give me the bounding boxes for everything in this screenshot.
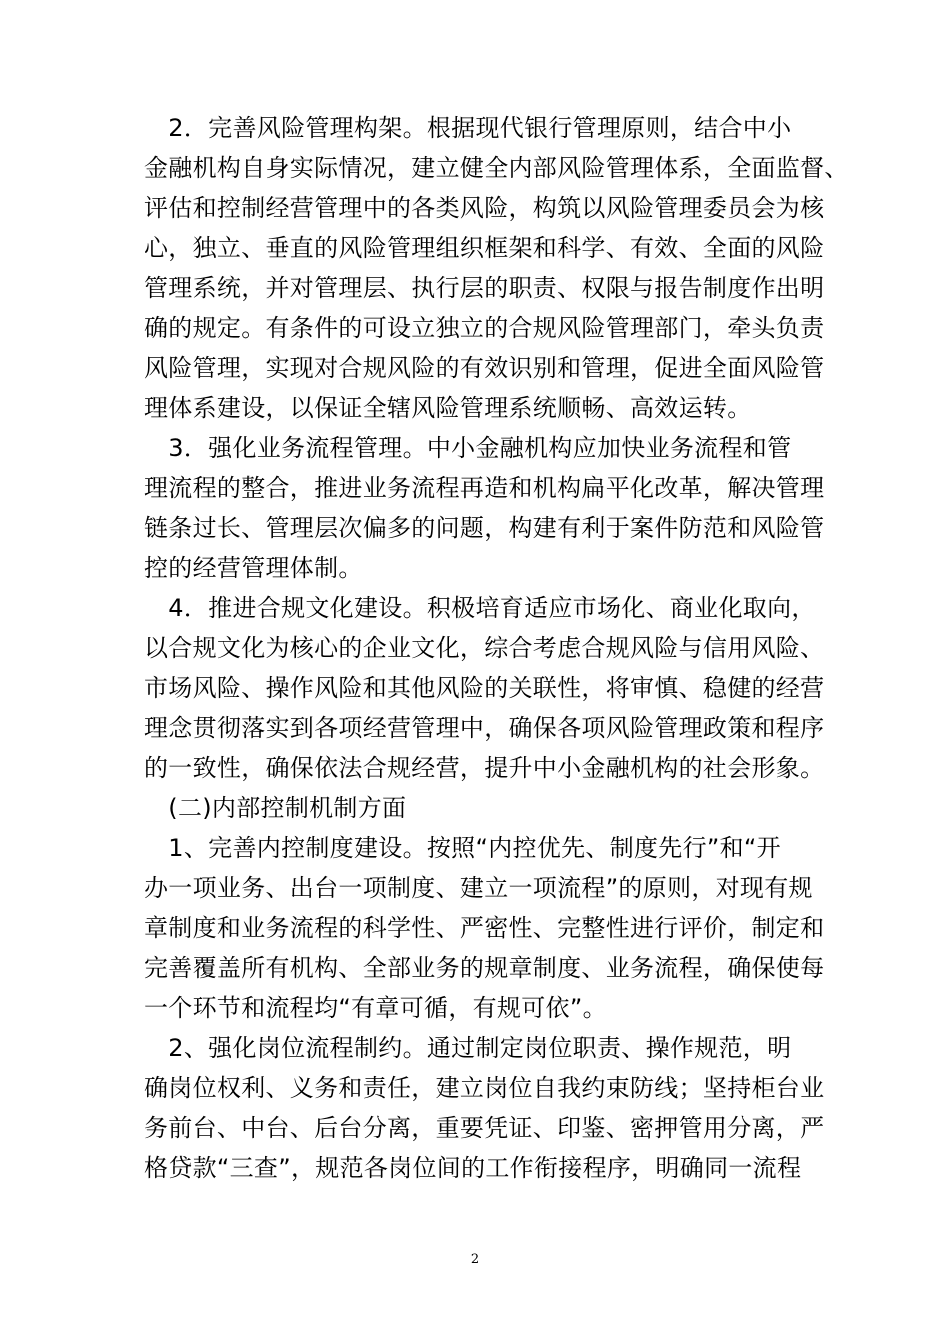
text-line: 2、强化岗位流程制约。通过制定岗位职责、操作规范，明 [144,1034,792,1062]
text-line: 以合规文化为核心的企业文化，综合考虑合规风险与信用风险、 [144,634,825,662]
text-line: 理体系建设，以保证全辖风险管理系统顺畅、高效运转。 [144,394,752,422]
text-line: 理念贯彻落实到各项经营管理中，确保各项风险管理政策和程序 [144,714,825,742]
text-line: 确岗位权利、义务和责任，建立岗位自我约束防线；坚持柜台业 [144,1074,825,1102]
text-line: 完善覆盖所有机构、全部业务的规章制度、业务流程，确保使每 [144,954,825,982]
body-text [144,108,849,1188]
text-line: 风险管理，实现对合规风险的有效识别和管理，促进全面风险管 [144,354,825,382]
text-line: 金融机构自身实际情况，建立健全内部风险管理体系，全面监督、 [144,154,849,182]
text-line: 一个环节和流程均“有章可循，有规可依”。 [144,994,607,1022]
text-line: 办一项业务、出台一项制度、建立一项流程”的原则，对现有规 [144,874,813,902]
text-line: 的一致性，确保依法合规经营，提升中小金融机构的社会形象。 [144,754,825,782]
text-line: 格贷款“三查”，规范各岗位间的工作衔接程序，明确同一流程 [144,1154,802,1182]
text-line: 确的规定。有条件的可设立独立的合规风险管理部门，牵头负责 [144,314,825,342]
page-number: 2 [470,1252,480,1267]
text-line: 链条过长、管理层次偏多的问题，构建有利于案件防范和风险管 [144,514,825,542]
text-line: 评估和控制经营管理中的各类风险，构筑以风险管理委员会为核 [144,194,825,222]
text-line: 3．强化业务流程管理。中小金融机构应加快业务流程和管 [144,434,792,462]
text-line: 控的经营管理体制。 [144,554,363,582]
text-line: 市场风险、操作风险和其他风险的关联性，将审慎、稳健的经营 [144,674,825,702]
text-line: 章制度和业务流程的科学性、严密性、完整性进行评价，制定和 [144,914,825,942]
text-line: 务前台、中台、后台分离，重要凭证、印鉴、密押管用分离，严 [144,1114,825,1142]
text-line: 2．完善风险管理构架。根据现代银行管理原则，结合中小 [144,114,792,142]
text-line: 心，独立、垂直的风险管理组织框架和科学、有效、全面的风险 [144,234,825,262]
text-line: 4．推进合规文化建设。积极培育适应市场化、商业化取向， [144,594,816,622]
text-line: 1、完善内控制度建设。按照“内控优先、制度先行”和“开 [144,834,781,862]
section-heading: (二)内部控制机制方面 [144,794,407,822]
text-line: 理流程的整合，推进业务流程再造和机构扁平化改革，解决管理 [144,474,825,502]
text-line: 管理系统，并对管理层、执行层的职责、权限与报告制度作出明 [144,274,825,302]
